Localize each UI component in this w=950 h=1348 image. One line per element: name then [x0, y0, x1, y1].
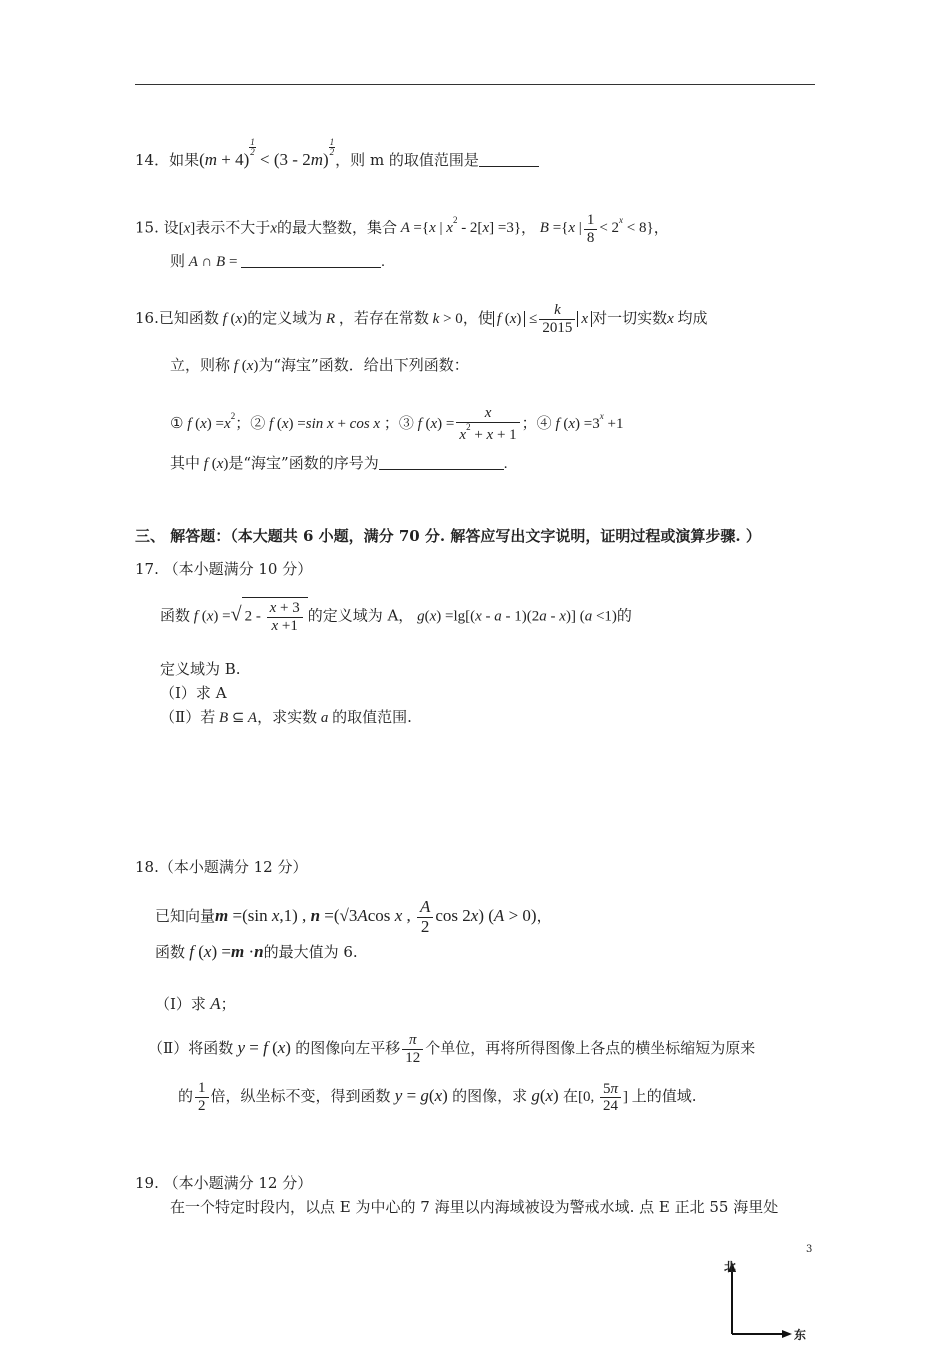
- q18-line2-text-b: 的最大值为 6.: [263, 943, 358, 961]
- q18-part1-text: （Ⅰ）求: [155, 995, 206, 1013]
- question-17-part-1: （Ⅰ）求 A: [160, 684, 227, 702]
- q16-option-1-marker: ①: [170, 414, 184, 432]
- q16-option-2-marker: ；②: [235, 414, 266, 432]
- question-18-line-2: 函数 f (x) =m ·n的最大值为 6.: [155, 942, 358, 961]
- q15-answer-blank: [241, 253, 381, 268]
- compass-east-label: 东: [794, 1328, 807, 1342]
- compass-north-label: 北: [724, 1260, 737, 1274]
- question-17-header: 17. （本小题满分 10 分）: [135, 560, 313, 578]
- q15-text-1: 表示不大于: [195, 218, 271, 237]
- q18-line2-text-a: 函数: [155, 943, 186, 961]
- q16-text-3: ，若存在常数: [338, 309, 429, 327]
- q16-text-4: ，使: [462, 309, 493, 327]
- q17-part2-text-c: 的取值范围.: [332, 708, 412, 726]
- q14-formula: (m + 4) $\frac{1}{2}$ < (3 - 2m) $\frac{1}{2}$: [199, 137, 335, 169]
- question-18-part-2-line-2: 的 $\frac{1}{2}$ 倍，纵坐标不变，得到函数 y = g(x) 的图像，求 g(x) 在[0, $\frac{5\pi}{24}$ ] 上的值域.: [178, 1080, 697, 1115]
- q16-answer-blank: [379, 455, 504, 470]
- question-15: 15. 设[x]表示不大于x的最大整数，集合 A ={x | $x^2 - 2[x] =3$}， B ={x | $\frac{1}{8}$ < $2^x < 8$}，: [135, 212, 669, 246]
- q15-text-3: ，: [521, 218, 537, 237]
- question-18-line-1: 已知向量m =(sin x,1) , n =(√3Acos x , $\frac{A}{2}$ cos 2x) (A > 0)，: [155, 897, 552, 936]
- q16-option-4-marker: ；④: [521, 414, 552, 432]
- q15-set-b: B ={x | $\frac{1}{8}$ < $2^x < 8$}: [536, 212, 654, 246]
- compass-figure: [720, 1252, 820, 1344]
- q18-part2-line2-text-a: 的: [178, 1087, 194, 1105]
- q17-part2-text-b: ，求实数: [257, 708, 318, 726]
- q16-line4-text-b: 是“海宝”函数的序号为: [228, 454, 379, 472]
- q16-option-3-marker: ；③: [383, 414, 414, 432]
- question-16-line-2: 立，则称 f (x)为“海宝”函数．给出下列函数：: [170, 356, 469, 374]
- q16-line2-text-a: 立，则称: [170, 356, 231, 374]
- q16-line4-text-a: 其中: [170, 454, 201, 472]
- q18-part2-text-b: 的图像向左平移: [295, 1039, 401, 1057]
- question-18-part-1: （Ⅰ）求 A；: [155, 994, 236, 1013]
- q16-text-5: 对一切实数: [592, 309, 668, 327]
- q18-part1-end: ；: [220, 995, 236, 1013]
- q15-line2-text: 则: [170, 252, 186, 270]
- header-rule: [135, 84, 815, 85]
- q17-part2-text-a: （Ⅱ）若: [160, 708, 216, 726]
- q18-part2-text-a: （Ⅱ）将函数: [148, 1039, 234, 1057]
- question-18-part-2: （Ⅱ）将函数 y = f (x) 的图像向左平移 $\frac{\pi}{12}$ 个单位，再将所得图像上各点的横坐标缩短为原来: [148, 1032, 756, 1066]
- q17-text-c: 的: [616, 606, 632, 625]
- question-17-line-2: 定义域为 B.: [160, 660, 241, 678]
- q18-part2-line2-text-b: 倍，纵坐标不变，得到函数: [210, 1087, 391, 1105]
- q18-part2-line2-text-e: 上的值域.: [631, 1087, 697, 1105]
- q18-part2-line2-text-d: 在: [562, 1087, 578, 1105]
- question-16-line-4: 其中 f (x)是“海宝”函数的序号为 .: [170, 454, 508, 472]
- question-17-line-1: 函数 f (x) =√ 2 - $\frac{x + 3}{x +1}$ 的定义域为 A， g(x) =lg[(x - a - 1)(2a - x)] (a <1)的: [160, 597, 632, 634]
- q15-text-2: 的最大整数，集合: [276, 218, 397, 237]
- q16-text-2: 的定义域为: [247, 309, 323, 327]
- q16-text-1: 已知函数: [158, 309, 219, 327]
- section-3-title: 三、 解答题：（本大题共 6 小题，满分 70 分. 解答应写出文字说明，证明过程或演算步骤. ）: [135, 527, 761, 545]
- q18-part2-text-c: 个单位，再将所得图像上各点的横坐标缩短为原来: [425, 1039, 756, 1057]
- q16-abs-fx: f (x): [493, 311, 526, 327]
- page-number: 3: [806, 1244, 813, 1255]
- q16-line2-text-b: 为“海宝”函数．给出下列函数：: [258, 356, 469, 374]
- q15-set-a: A ={x | $x^2 - 2[x] =3$}: [397, 215, 522, 237]
- question-16: 16.已知函数 f (x)的定义域为 R ，若存在常数 k > 0，使 f (x) ≤ $\frac{k}{2015}$ x 对一切实数x 均成: [135, 302, 708, 336]
- q17-text-b: 的定义域为 A，: [307, 606, 414, 625]
- question-14: [135, 138, 539, 170]
- question-17-part-2: （Ⅱ）若 B ⊆ A，求实数 a 的取值范围.: [160, 708, 412, 726]
- question-19-header: 19. （本小题满分 12 分）: [135, 1174, 313, 1192]
- q18-text-a: 已知向量: [155, 907, 216, 926]
- question-16-options: ① f $(x) =x^2$；② f (x) =sin x + cos x ；③ f (x) = $\frac{x}{x^2 + x + 1}$ ；④ f $(x) =3^x +1$: [170, 405, 624, 443]
- q15-number: 15. 设: [135, 218, 179, 237]
- q17-text-a: 函数: [160, 606, 191, 625]
- q16-text-6: 均成: [677, 309, 708, 327]
- q14-number: 14．如果: [135, 151, 200, 169]
- q14-text: ，则 m 的取值范围是: [335, 151, 479, 169]
- question-15-line-2: 则 A ∩ B = .: [170, 252, 385, 270]
- q14-answer-blank: [479, 152, 539, 167]
- question-18-header: 18.（本小题满分 12 分）: [135, 858, 308, 876]
- q16-number: 16.: [135, 309, 159, 327]
- q18-part2-line2-text-c: 的图像，求: [452, 1087, 528, 1105]
- question-19-line-1: 在一个特定时段内，以点 E 为中心的 7 海里以内海域被设为警戒水域. 点 E 正北 55 海里处: [170, 1198, 779, 1216]
